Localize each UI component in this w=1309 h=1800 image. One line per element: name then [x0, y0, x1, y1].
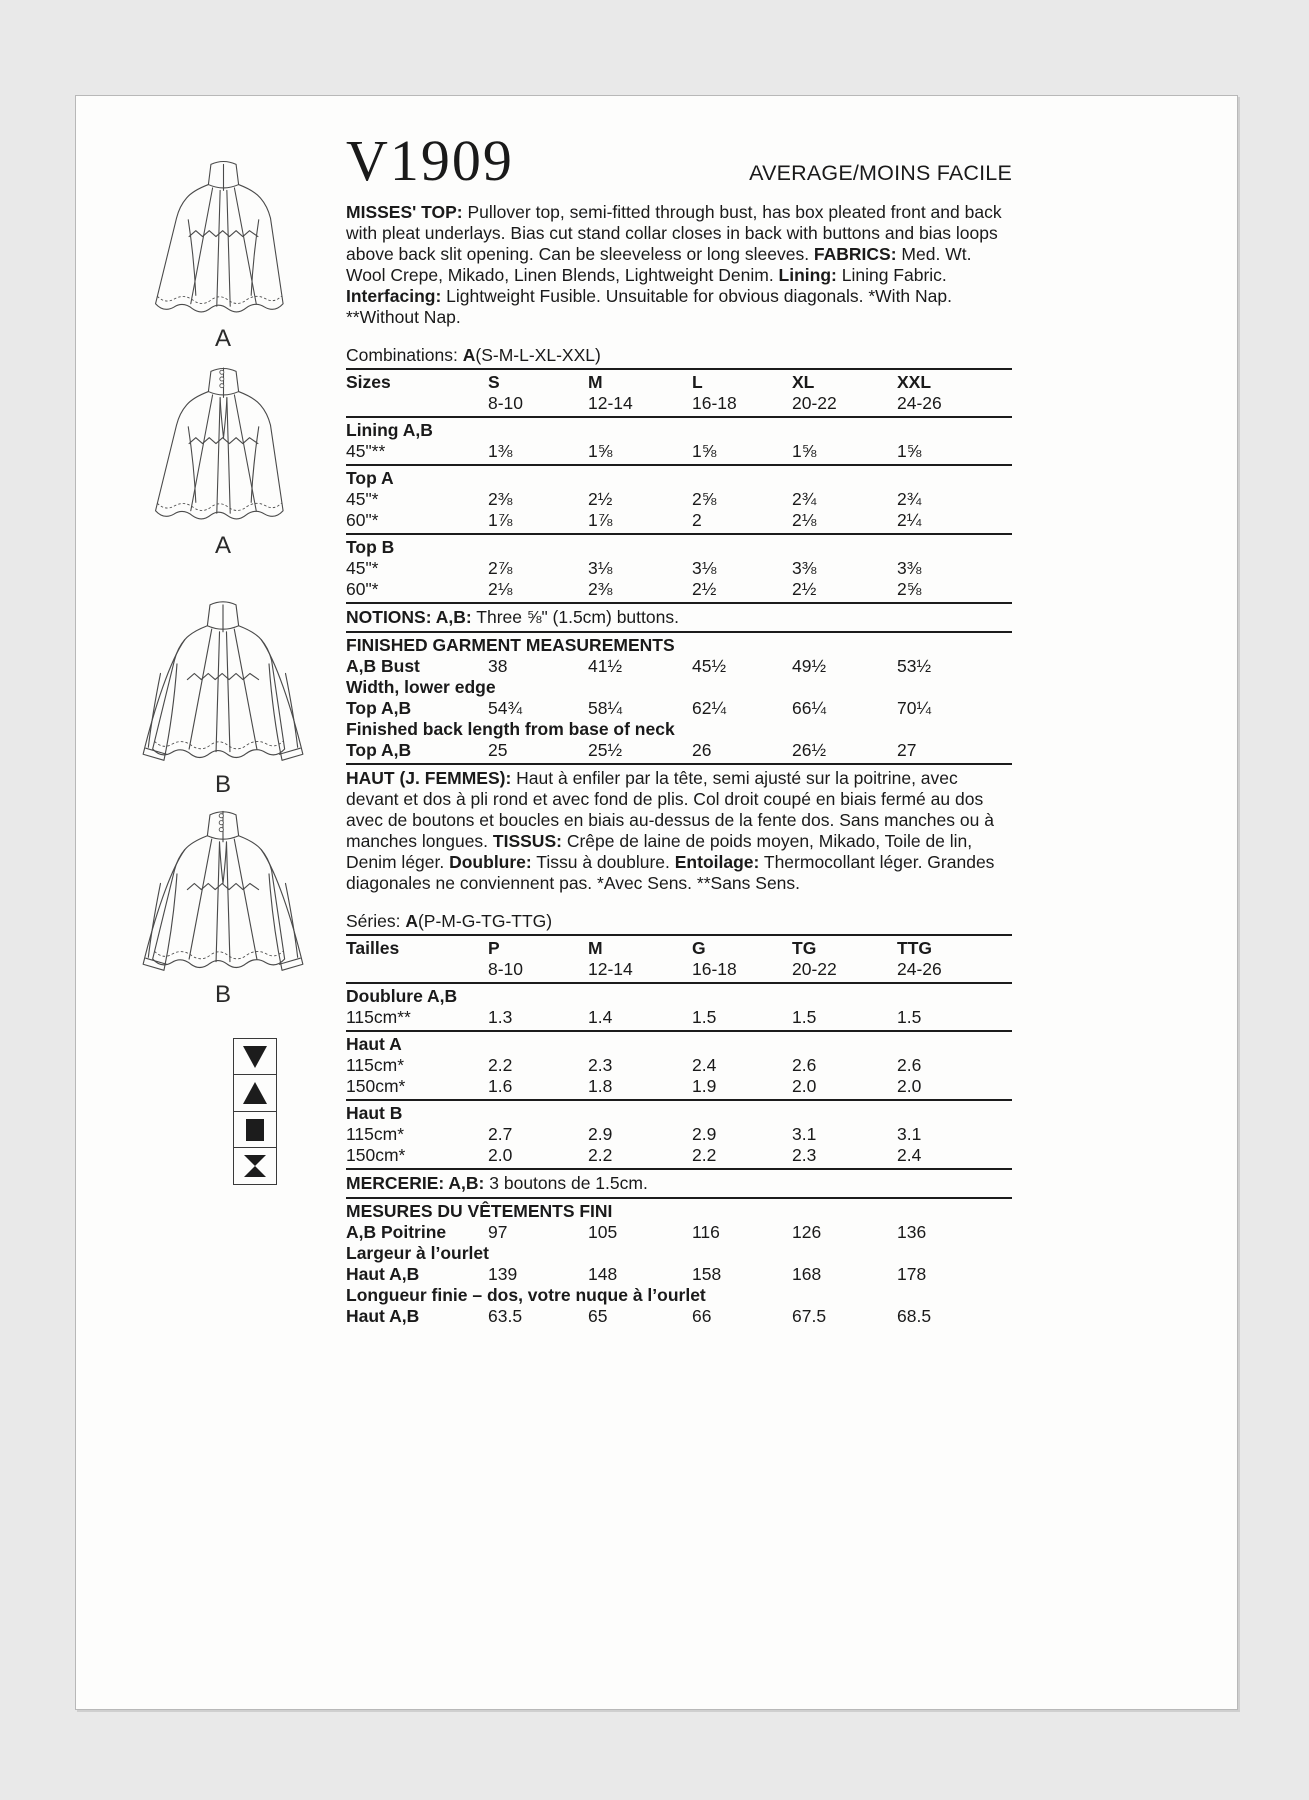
table-cell: 1.6 [488, 1076, 513, 1096]
lining-bold: Lining: [778, 265, 837, 285]
table-cell: 3.1 [897, 1124, 922, 1144]
series-sizes: (P-M-G-TG-TTG) [417, 911, 553, 931]
garment-line-art-b-back [128, 801, 318, 979]
table-cell: 178 [897, 1264, 927, 1284]
main-text-column [346, 128, 1012, 1327]
row-label: Haut A,B [346, 1264, 420, 1284]
table-cell: 116 [692, 1222, 720, 1242]
table-cell: 2.3 [588, 1055, 613, 1075]
description-fr-text: Haut à enfiler par la tête, semi ajusté sur la poitrine, avec devant et dos à pli rond et avec fond de plis. Col droit coupé en biais fermé au dos avec de boutons et boucles en biais au-dessus de la fente dos. Sans manches ou à manches longues. [346, 768, 994, 851]
row-label: A,B Poitrine [346, 1222, 447, 1242]
row-label: 150cm* [346, 1076, 406, 1096]
notions-bold: NOTIONS: A,B: [346, 607, 472, 627]
table-cell: 1⅝ [897, 441, 922, 461]
table-rule [346, 464, 1012, 466]
table-cell: 66 [692, 1306, 712, 1326]
table-subheader-row [346, 959, 1012, 980]
table-cell: 66¼ [792, 698, 827, 718]
description-fr-lead-bold: HAUT (J. FEMMES): [346, 768, 512, 788]
table-rule [346, 368, 1012, 370]
section-row: Haut B [346, 1103, 403, 1123]
table-cell: 16-18 [692, 393, 737, 413]
garment-line-art-a-back [131, 358, 316, 530]
table-row [346, 489, 1012, 510]
table-cell: 62¼ [692, 698, 727, 718]
table-row [346, 1076, 1012, 1097]
table-rule [346, 416, 1012, 418]
table-row [346, 1145, 1012, 1166]
table-cell: 2.0 [792, 1076, 817, 1096]
largeur-heading: Largeur à l’ourlet [346, 1243, 489, 1263]
table-subheader-row [346, 393, 1012, 414]
table-cell: 58¼ [588, 698, 623, 718]
button-icon [219, 370, 223, 374]
view-label: B [214, 771, 231, 798]
series-prefix: Séries: [346, 911, 406, 931]
table-row [346, 579, 1012, 600]
row-label: 45"* [346, 489, 379, 509]
table-cell: 38 [488, 656, 508, 676]
table-cell: 1⅝ [588, 441, 613, 461]
table-rule [346, 1168, 1012, 1170]
row-label: 115cm* [346, 1124, 405, 1144]
table-rule [346, 1099, 1012, 1101]
table-cell: 2.2 [488, 1055, 513, 1075]
table-row [346, 1222, 1012, 1243]
row-label: Haut A,B [346, 1306, 420, 1326]
table-cell: 1.8 [588, 1076, 613, 1096]
table-header-row [346, 372, 1012, 393]
tissus-text: Crêpe de laine de poids moyen, Mikado, Toile de lin, Denim léger. [346, 831, 973, 872]
column-header: TG [792, 938, 817, 958]
row-label: 150cm* [346, 1145, 406, 1165]
combinations-line [346, 345, 1012, 366]
table-cell: 12-14 [588, 393, 633, 413]
table-cell: 1⅝ [692, 441, 717, 461]
column-header: M [588, 372, 603, 392]
view-b-back-illustration [128, 801, 318, 1009]
lining-text: Lining Fabric. [836, 265, 947, 285]
description-french [346, 768, 1012, 894]
row-label: 45"* [346, 558, 379, 578]
view-b-front-illustration [128, 591, 318, 799]
table-cell: 45½ [692, 656, 727, 676]
table-cell: 1⅝ [792, 441, 817, 461]
table-cell: 53½ [897, 656, 932, 676]
yardage-table-metric [346, 934, 1012, 1327]
column-header: G [692, 938, 706, 958]
table-cell: 3⅛ [692, 558, 717, 578]
doublure-text: Tissu à doublure. [531, 852, 675, 872]
table-rule [346, 631, 1012, 633]
table-rule [346, 533, 1012, 535]
view-label: A [214, 532, 231, 559]
notions-row [346, 606, 1012, 629]
table-cell: 105 [588, 1222, 618, 1242]
mesures-heading: MESURES DU VÊTEMENTS FINI [346, 1201, 613, 1221]
table-cell: 49½ [792, 656, 827, 676]
table-cell: 2.9 [588, 1124, 613, 1144]
column-header: Tailles [346, 938, 400, 958]
series-view: A [405, 911, 418, 931]
table-cell: 139 [488, 1264, 518, 1284]
table-cell: 2 [692, 510, 702, 530]
interfacing-text: Lightweight Fusible. Unsuitable for obvious diagonals. *With Nap. **Without Nap. [346, 286, 952, 327]
table-cell: 3⅛ [588, 558, 613, 578]
series-line [346, 911, 1012, 932]
table-rule [346, 982, 1012, 984]
table-cell: 1.9 [692, 1076, 717, 1096]
table-cell: 65 [588, 1306, 608, 1326]
row-label: 60"* [346, 579, 379, 599]
table-cell: 1.3 [488, 1007, 513, 1027]
column-header: TTG [897, 938, 932, 958]
table-cell: 20-22 [792, 959, 837, 979]
column-header: L [692, 372, 703, 392]
table-cell: 136 [897, 1222, 927, 1242]
table-cell: 2½ [588, 489, 613, 509]
table-cell: 16-18 [692, 959, 737, 979]
table-cell: 2.2 [692, 1145, 717, 1165]
fabrics-text: Med. Wt. Wool Crepe, Mikado, Linen Blends, Lightweight Denim. [346, 244, 972, 285]
table-cell: 26 [692, 740, 712, 760]
table-cell: 2.2 [588, 1145, 613, 1165]
section-row: Top B [346, 537, 395, 557]
section-row: Haut A [346, 1034, 402, 1054]
section-row: Top A [346, 468, 394, 488]
table-cell: 2⅛ [488, 579, 513, 599]
table-row [346, 1055, 1012, 1076]
table-cell: 3.1 [792, 1124, 817, 1144]
doublure-bold: Doublure: [449, 852, 532, 872]
cutting-layout-symbols [233, 1039, 277, 1185]
table-rule [346, 602, 1012, 604]
combinations-view: A [462, 345, 476, 365]
back-length-heading: Finished back length from base of neck [346, 719, 675, 739]
table-row [346, 1306, 1012, 1327]
table-cell: 1.4 [588, 1007, 613, 1027]
column-header: S [488, 372, 500, 392]
table-cell: 67.5 [792, 1306, 827, 1326]
table-cell: 25 [488, 740, 508, 760]
button-icon [219, 828, 223, 832]
combinations-prefix: Combinations: [346, 345, 463, 365]
table-cell [346, 959, 488, 980]
fabrics-bold: FABRICS: [813, 244, 897, 264]
button-icon [219, 377, 223, 381]
table-row [346, 510, 1012, 531]
row-label: 115cm** [346, 1007, 411, 1027]
table-cell: 2.6 [792, 1055, 817, 1075]
notions-text: Three ⅝" (1.5cm) buttons. [471, 607, 679, 627]
column-header: P [488, 938, 500, 958]
interfacing-bold: Interfacing: [346, 286, 442, 306]
pattern-envelope-back [75, 95, 1238, 1710]
table-rule [346, 934, 1012, 936]
difficulty-label: AVERAGE/MOINS FACILE [749, 161, 1012, 185]
table-cell: 8-10 [488, 393, 524, 413]
table-cell: 24-26 [897, 393, 942, 413]
column-header: XL [792, 372, 815, 392]
table-cell: 12-14 [588, 959, 633, 979]
view-a-front-illustration [128, 151, 318, 353]
table-cell: 1.5 [692, 1007, 717, 1027]
section-row: Doublure A,B [346, 986, 458, 1006]
table-cell: 2⅞ [488, 558, 513, 578]
view-a-back-illustration [128, 358, 318, 560]
table-cell: 20-22 [792, 393, 837, 413]
table-cell: 2.3 [792, 1145, 817, 1165]
table-cell: 1⅜ [488, 441, 513, 461]
table-row [346, 1264, 1012, 1285]
button-icon [219, 814, 223, 818]
table-cell: 2.7 [488, 1124, 513, 1144]
entoilage-text: Thermocollant léger. Grandes diagonales ne conviennent pas. *Avec Sens. **Sans Sens. [346, 852, 995, 893]
row-label: Top A,B [346, 698, 412, 718]
table-cell [346, 393, 488, 414]
table-row [346, 558, 1012, 579]
table-row [346, 441, 1012, 462]
table-rule [346, 1030, 1012, 1032]
table-cell: 2.0 [897, 1076, 922, 1096]
section-row: Lining A,B [346, 420, 433, 440]
table-rule [346, 763, 1012, 765]
table-cell: 2⅝ [897, 579, 922, 599]
table-cell: 97 [488, 1222, 508, 1242]
table-cell: 41½ [588, 656, 623, 676]
page-title: V1909 [346, 128, 514, 193]
table-cell: 1.5 [792, 1007, 817, 1027]
table-cell: 126 [792, 1222, 822, 1242]
entoilage-bold: Entoilage: [674, 852, 760, 872]
table-cell: 2.4 [692, 1055, 717, 1075]
table-row [346, 698, 1012, 719]
triangle-down-icon [233, 1038, 277, 1076]
mercerie-bold: MERCERIE: A,B: [346, 1173, 485, 1193]
table-cell: 2⅜ [488, 489, 513, 509]
table-cell: 2½ [692, 579, 717, 599]
table-cell: 27 [897, 740, 917, 760]
square-icon [233, 1111, 277, 1149]
row-label: 115cm* [346, 1055, 405, 1075]
table-cell: 70¼ [897, 698, 932, 718]
view-label: B [214, 981, 231, 1008]
table-row [346, 1124, 1012, 1145]
table-cell: 158 [692, 1264, 722, 1284]
finished-measurements-heading: FINISHED GARMENT MEASUREMENTS [346, 635, 675, 655]
table-cell: 63.5 [488, 1306, 523, 1326]
table-cell: 2.6 [897, 1055, 922, 1075]
table-cell: 2.9 [692, 1124, 717, 1144]
row-label: A,B Bust [346, 656, 420, 676]
table-cell: 2¾ [792, 489, 817, 509]
table-cell: 8-10 [488, 959, 524, 979]
table-cell: 2.0 [488, 1145, 513, 1165]
hourglass-icon [233, 1147, 277, 1185]
table-cell: 2⅜ [588, 579, 613, 599]
table-cell: 2½ [792, 579, 817, 599]
table-cell: 2¼ [897, 510, 922, 530]
button-icon [219, 384, 223, 388]
longueur-heading: Longueur finie – dos, votre nuque à l’ourlet [346, 1285, 706, 1305]
table-row [346, 740, 1012, 761]
table-cell: 3⅜ [792, 558, 817, 578]
table-cell: 2⅛ [792, 510, 817, 530]
column-header: Sizes [346, 372, 391, 392]
table-cell: 148 [588, 1264, 618, 1284]
table-row [346, 1007, 1012, 1028]
table-cell: 68.5 [897, 1306, 932, 1326]
table-cell: 1.5 [897, 1007, 922, 1027]
triangle-up-icon [233, 1074, 277, 1112]
table-cell: 1⅞ [588, 510, 613, 530]
table-cell: 2.4 [897, 1145, 922, 1165]
table-cell: 24-26 [897, 959, 942, 979]
tissus-bold: TISSUS: [492, 831, 562, 851]
table-cell: 25½ [588, 740, 623, 760]
garment-line-art-a-front [131, 151, 316, 323]
table-cell: 54¾ [488, 698, 523, 718]
table-cell: 2⅝ [692, 489, 717, 509]
row-label: Top A,B [346, 740, 412, 760]
row-label: 60"* [346, 510, 379, 530]
table-rule [346, 1197, 1012, 1199]
column-header: XXL [897, 372, 932, 392]
table-cell: 1⅞ [488, 510, 513, 530]
table-header-row [346, 938, 1012, 959]
table-cell: 168 [792, 1264, 822, 1284]
table-cell: 26½ [792, 740, 827, 760]
table-row [346, 656, 1012, 677]
combinations-sizes: (S-M-L-XL-XXL) [475, 345, 601, 365]
garment-line-art-b-front [128, 591, 318, 769]
table-cell: 3⅜ [897, 558, 922, 578]
view-label: A [214, 325, 231, 352]
mercerie-row [346, 1172, 1012, 1195]
description-text: Pullover top, semi-fitted through bust, has box pleated front and back with pleat underlays. Bias cut stand collar closes in back with buttons and bias loops above back slit opening. Can be sleeveless or long sleeves. [346, 202, 1002, 264]
yardage-table-imperial [346, 368, 1012, 765]
row-label: 45"** [346, 441, 386, 461]
width-lower-edge-heading: Width, lower edge [346, 677, 496, 697]
description-english [346, 202, 1012, 328]
title-bar [346, 128, 1012, 193]
table-cell: 2¾ [897, 489, 922, 509]
button-icon [219, 821, 223, 825]
column-header: M [588, 938, 603, 958]
description-lead-bold: MISSES' TOP: [346, 202, 463, 222]
mercerie-text: 3 boutons de 1.5cm. [484, 1173, 648, 1193]
